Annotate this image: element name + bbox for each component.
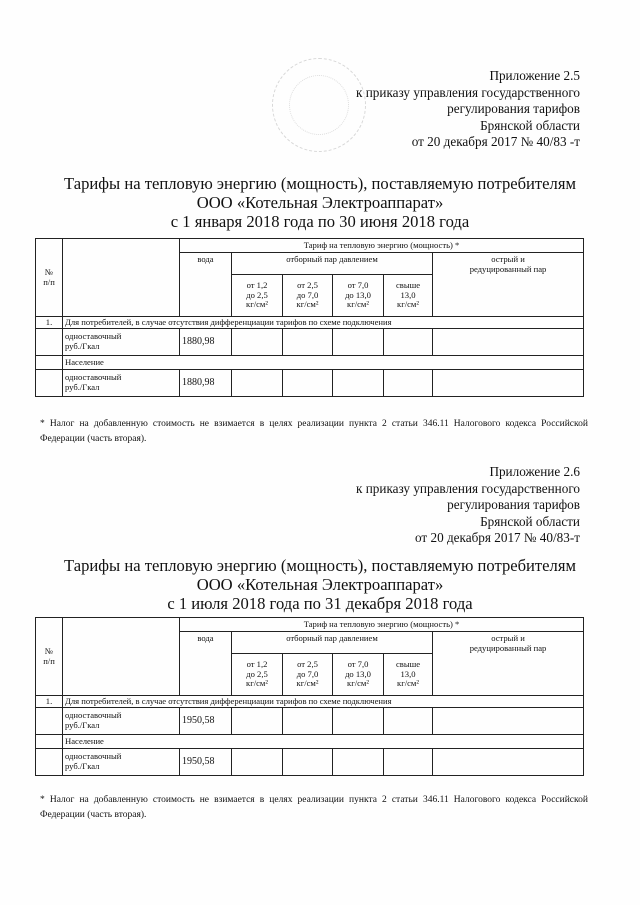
empty-cell bbox=[433, 749, 584, 776]
empty-header-cell bbox=[63, 618, 180, 696]
empty-cell bbox=[283, 749, 333, 776]
water-header: вода bbox=[180, 253, 232, 317]
population-label: Население bbox=[63, 735, 584, 749]
empty-cell bbox=[384, 370, 433, 397]
empty-cell bbox=[36, 749, 63, 776]
appendix-header bbox=[356, 68, 580, 151]
empty-cell bbox=[36, 708, 63, 735]
num-header: № п/п bbox=[36, 239, 63, 317]
water-tariff-value: 1950,58 bbox=[180, 749, 232, 776]
seal-stamp-image bbox=[272, 58, 366, 152]
tariff-table bbox=[35, 617, 584, 776]
appendix-line: к приказу управления государственного bbox=[356, 480, 580, 496]
pressure-header: свыше 13,0 кг/см² bbox=[384, 654, 433, 696]
empty-cell bbox=[333, 749, 384, 776]
empty-cell bbox=[36, 370, 63, 397]
pressure-header: от 1,2 до 2,5 кг/см² bbox=[232, 275, 283, 317]
pressure-header: от 2,5 до 7,0 кг/см² bbox=[283, 654, 333, 696]
appendix-line: от 20 декабря 2017 № 40/83-т bbox=[415, 530, 580, 546]
empty-cell bbox=[36, 329, 63, 356]
pressure-header: от 2,5 до 7,0 кг/см² bbox=[283, 275, 333, 317]
empty-cell bbox=[384, 749, 433, 776]
empty-cell bbox=[232, 708, 283, 735]
water-tariff-value: 1880,98 bbox=[180, 370, 232, 397]
row-number: 1. bbox=[36, 317, 63, 329]
empty-cell bbox=[433, 329, 584, 356]
row-number: 1. bbox=[36, 696, 63, 708]
appendix-line: к приказу управления государственного bbox=[356, 84, 580, 100]
unit-label: одноставочный руб./Гкал bbox=[63, 749, 180, 776]
vat-footnote: * Налог на добавленную стоимость не взимается в целях реализации пункта 2 статьи 346.11 Налогового кодекса Российской Федерации (часть вторая). bbox=[40, 419, 588, 444]
vat-footnote: * Налог на добавленную стоимость не взимается в целях реализации пункта 2 статьи 346.11 Налогового кодекса Российской Федерации (часть вторая). bbox=[40, 795, 588, 820]
steam-header: отборный пар давлением bbox=[232, 632, 433, 654]
title-line: с 1 января 2018 года по 30 июня 2018 года bbox=[170, 212, 470, 231]
pressure-header: от 1,2 до 2,5 кг/см² bbox=[232, 654, 283, 696]
empty-cell bbox=[232, 370, 283, 397]
title-line: Тарифы на тепловую энергию (мощность), поставляемую потребителям bbox=[64, 556, 576, 575]
appendix-line: Приложение 2.6 bbox=[489, 464, 580, 479]
water-tariff-value: 1880,98 bbox=[180, 329, 232, 356]
appendix-line: Приложение 2.5 bbox=[489, 68, 580, 83]
steam-header: отборный пар давлением bbox=[232, 253, 433, 275]
unit-label: одноставочный руб./Гкал bbox=[63, 708, 180, 735]
appendix-line: регулирования тарифов bbox=[447, 101, 580, 117]
sharp-steam-header: острый и редуцированный пар bbox=[433, 253, 584, 317]
empty-cell bbox=[333, 329, 384, 356]
group-label: Для потребителей, в случае отсутствия дифференциации тарифов по схеме подключения bbox=[63, 317, 584, 329]
unit-label: одноставочный руб./Гкал bbox=[63, 329, 180, 356]
empty-cell bbox=[283, 708, 333, 735]
empty-cell bbox=[36, 356, 63, 370]
empty-header-cell bbox=[63, 239, 180, 317]
title-line: Тарифы на тепловую энергию (мощность), поставляемую потребителям bbox=[64, 174, 576, 193]
empty-cell bbox=[384, 708, 433, 735]
water-tariff-value: 1950,58 bbox=[180, 708, 232, 735]
unit-label: одноставочный руб./Гкал bbox=[63, 370, 180, 397]
empty-cell bbox=[283, 370, 333, 397]
document-title bbox=[40, 174, 600, 231]
appendix-line: Брянской области bbox=[480, 513, 580, 529]
appendix-line: Брянской области bbox=[480, 117, 580, 133]
empty-cell bbox=[232, 749, 283, 776]
empty-cell bbox=[333, 370, 384, 397]
tariff-table bbox=[35, 238, 584, 397]
pressure-header: от 7,0 до 13,0 кг/см² bbox=[333, 654, 384, 696]
empty-cell bbox=[433, 708, 584, 735]
empty-cell bbox=[232, 329, 283, 356]
sharp-steam-header: острый и редуцированный пар bbox=[433, 632, 584, 696]
appendix-header bbox=[356, 464, 580, 547]
title-line: ООО «Котельная Электроаппарат» bbox=[196, 193, 444, 212]
empty-cell bbox=[433, 370, 584, 397]
population-label: Население bbox=[63, 356, 584, 370]
document-title bbox=[40, 556, 600, 613]
tariff-header: Тариф на тепловую энергию (мощность) * bbox=[180, 618, 584, 632]
empty-cell bbox=[333, 708, 384, 735]
appendix-line: от 20 декабря 2017 № 40/83 -т bbox=[411, 134, 580, 150]
appendix-line: регулирования тарифов bbox=[447, 497, 580, 513]
empty-cell bbox=[283, 329, 333, 356]
pressure-header: от 7,0 до 13,0 кг/см² bbox=[333, 275, 384, 317]
title-line: с 1 июля 2018 года по 31 декабря 2018 года bbox=[167, 594, 473, 613]
water-header: вода bbox=[180, 632, 232, 696]
title-line: ООО «Котельная Электроаппарат» bbox=[196, 575, 444, 594]
tariff-header: Тариф на тепловую энергию (мощность) * bbox=[180, 239, 584, 253]
empty-cell bbox=[36, 735, 63, 749]
num-header: № п/п bbox=[36, 618, 63, 696]
pressure-header: свыше 13,0 кг/см² bbox=[384, 275, 433, 317]
empty-cell bbox=[384, 329, 433, 356]
group-label: Для потребителей, в случае отсутствия дифференциации тарифов по схеме подключения bbox=[63, 696, 584, 708]
